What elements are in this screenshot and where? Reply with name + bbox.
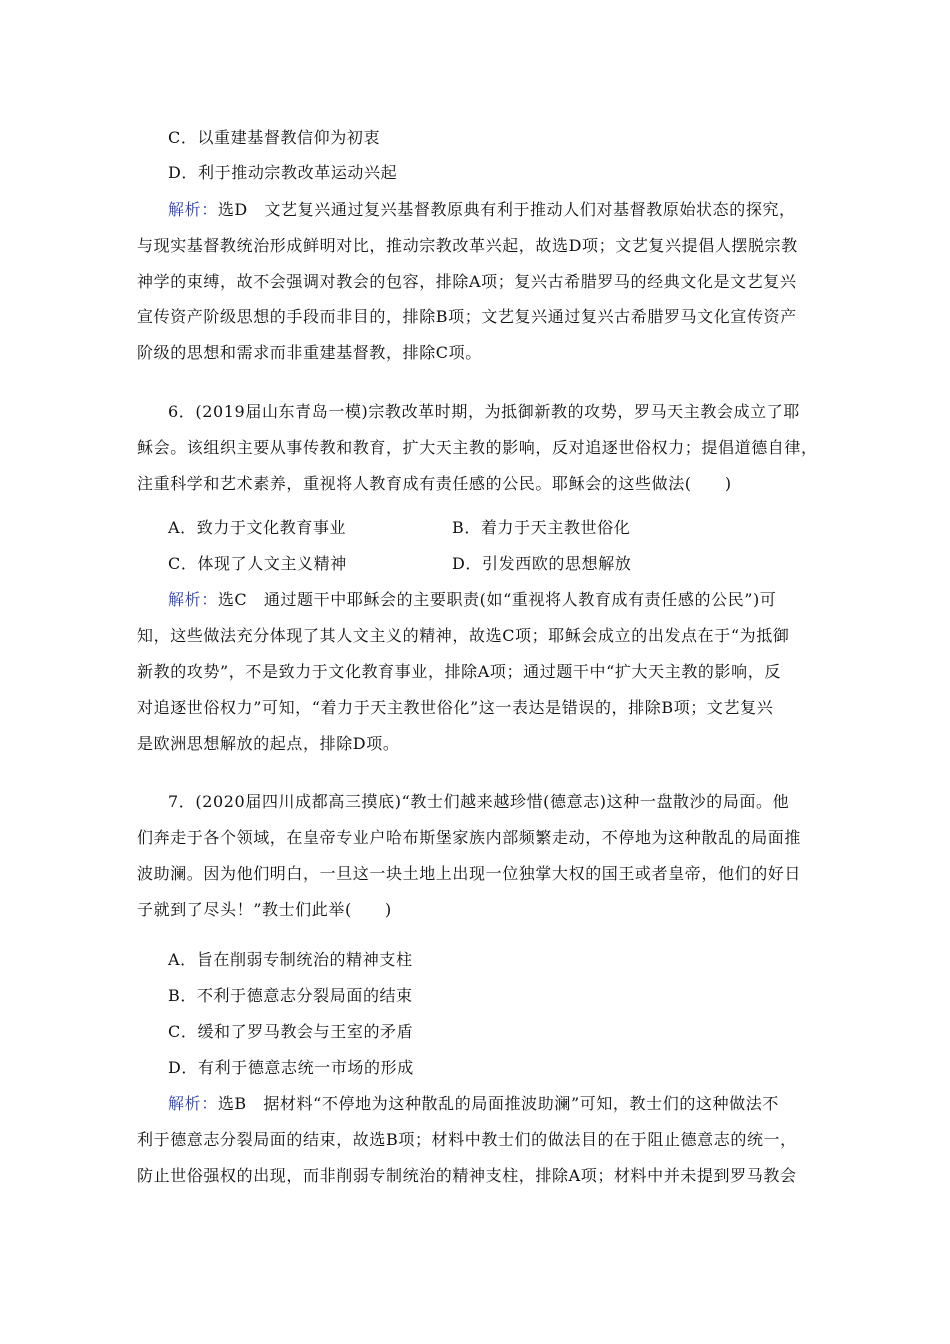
q7-stem-line-4: 子就到了尽头！”教士们此举( ) bbox=[137, 900, 392, 919]
analysis-label: 解析： bbox=[168, 200, 218, 219]
q5-analysis-line-5: 阶级的思想和需求而非重建基督教，排除C项。 bbox=[137, 343, 482, 362]
q6-analysis-line-4: 对追逐世俗权力”可知，“着力于天主教世俗化”这一表达是错误的，排除B项；文艺复兴 bbox=[137, 698, 774, 717]
q6-option-b: B．着力于天主教世俗化 bbox=[452, 518, 631, 537]
q6-stem-line-1: 6．(2019届山东青岛一模)宗教改革时期，为抵御新教的攻势，罗马天主教会成立了耶 bbox=[168, 402, 800, 421]
q7-stem-line-1: 7．(2020届四川成都高三摸底)“教士们越来越珍惜(德意志)这种一盘散沙的局面。他 bbox=[168, 792, 790, 811]
q6-analysis-line-3: 新教的攻势”，不是致力于文化教育事业，排除A项；通过题干中“扩大天主教的影响，反 bbox=[137, 662, 781, 681]
q6-analysis-line-5: 是欧洲思想解放的起点，排除D项。 bbox=[137, 734, 400, 753]
q6-option-c: C．体现了人文主义精神 bbox=[168, 554, 347, 573]
q7-option-c: C．缓和了罗马教会与王室的矛盾 bbox=[168, 1022, 414, 1041]
q7-analysis-line-2: 利于德意志分裂局面的结束，故选B项；材料中教士们的做法目的在于阻止德意志的统一， bbox=[137, 1130, 797, 1149]
analysis-text: 选B 据材料“不停地为这种散乱的局面推波助澜”可知，教士们的这种做法不 bbox=[217, 1094, 779, 1113]
q5-analysis-line-2: 与现实基督教统治形成鲜明对比，推动宗教改革兴起，故选D项；文艺复兴提倡人摆脱宗教 bbox=[137, 236, 798, 255]
q6-stem-line-2: 稣会。该组织主要从事传教和教育，扩大天主教的影响，反对追逐世俗权力；提倡道德自律， bbox=[137, 438, 818, 457]
q5-analysis-line-3: 神学的束缚，故不会强调对教会的包容，排除A项；复兴古希腊罗马的经典文化是文艺复兴 bbox=[137, 272, 797, 291]
q5-analysis-line-1 bbox=[168, 200, 796, 220]
q5-option-d: D．利于推动宗教改革运动兴起 bbox=[168, 163, 398, 182]
q5-analysis-line-4: 宣传资产阶级思想的手段而非目的，排除B项；文艺复兴通过复兴古希腊罗马文化宣传资产 bbox=[137, 307, 797, 326]
q6-analysis-line-2: 知，这些做法充分体现了其人文主义的精神，故选C项；耶稣会成立的出发点在于“为抵御 bbox=[137, 626, 790, 645]
q7-analysis-line-3: 防止世俗强权的出现，而非削弱专制统治的精神支柱，排除A项；材料中并未提到罗马教会 bbox=[137, 1166, 797, 1185]
analysis-text: 选C 通过题干中耶稣会的主要职责(如“重视将人教育成有责任感的公民”)可 bbox=[217, 590, 777, 609]
analysis-label: 解析： bbox=[168, 1094, 218, 1113]
q7-stem-line-2: 们奔走于各个领域，在皇帝专业户哈布斯堡家族内部频繁走动，不停地为这种散乱的局面推 bbox=[137, 828, 802, 847]
q7-stem-line-3: 波助澜。因为他们明白，一旦这一块土地上出现一位独掌大权的国王或者皇帝，他们的好日 bbox=[137, 864, 802, 883]
q6-analysis-line-1 bbox=[168, 590, 777, 610]
q7-option-b: B．不利于德意志分裂局面的结束 bbox=[168, 986, 413, 1005]
q7-option-d: D．有利于德意志统一市场的形成 bbox=[168, 1058, 414, 1077]
q5-option-c: C．以重建基督教信仰为初衷 bbox=[168, 128, 381, 147]
q6-option-d: D．引发西欧的思想解放 bbox=[452, 554, 632, 573]
q7-option-a: A．旨在削弱专制统治的精神支柱 bbox=[168, 950, 413, 969]
q6-option-a: A．致力于文化教育事业 bbox=[168, 518, 347, 537]
q7-analysis-line-1 bbox=[168, 1094, 779, 1114]
analysis-label: 解析： bbox=[168, 590, 218, 609]
analysis-text: 选D 文艺复兴通过复兴基督教原典有利于推动人们对基督教原始状态的探究， bbox=[217, 200, 796, 219]
q6-stem-line-3: 注重科学和艺术素养，重视将人教育成有责任感的公民。耶稣会的这些做法( ) bbox=[137, 474, 732, 493]
